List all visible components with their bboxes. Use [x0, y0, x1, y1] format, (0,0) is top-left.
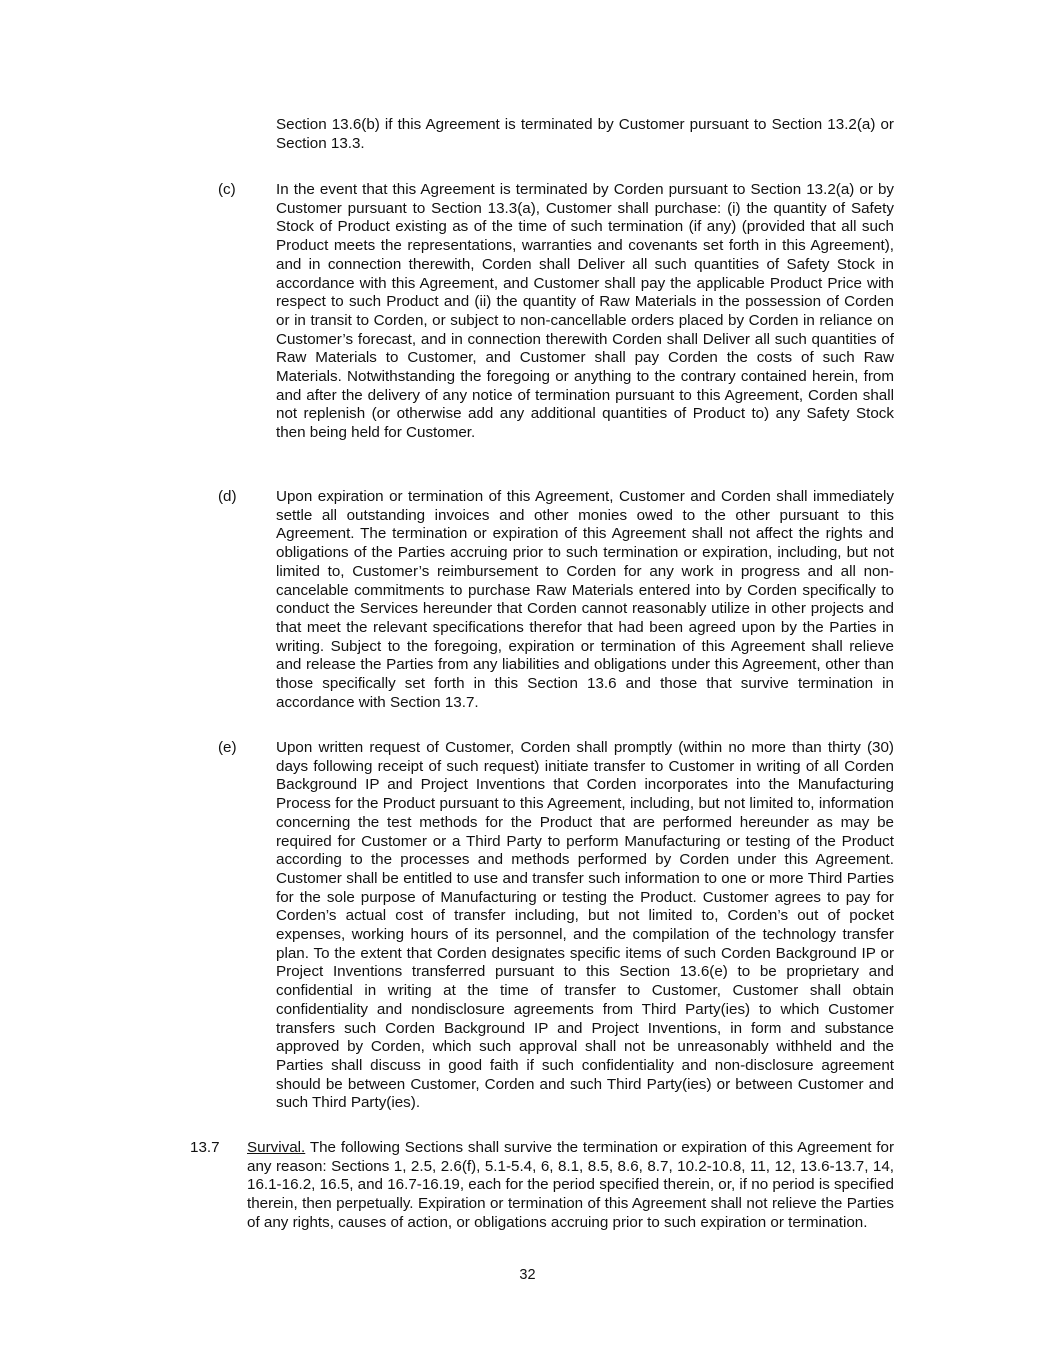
- subsection-e-label: (e): [218, 739, 237, 756]
- subsection-d-label: (d): [218, 488, 237, 505]
- page-number: 32: [519, 1267, 536, 1283]
- subsection-d-text: Upon expiration or termination of this Agreement, Customer and Corden shall immediately settle all outstanding invoices and other monies owed to the other pursuant to this Agreement. The termination or expiration of this Agreement shall not affect the rights and obligations of the Parties accruing prior to such termination or expiration, including, but not limited to, Customer’s reimbursement to Corden for any work in progress and all non-cancelable commitments to purchase Raw Materials entered into by Corden specifically to conduct the Services hereunder that Corden cannot reasonably utilize in other projects and that meet the relevant specifications therefor that had been agreed upon by the Parties in writing. Subject to the foregoing, expiration or termination of this Agreement shall relieve and release the Parties from any liabilities and obligations under this Agreement, other than those specifically set forth in this Section 13.6 and those that survive termination in accordance with Section 13.7.: [276, 488, 894, 711]
- subsection-c-text: In the event that this Agreement is terminated by Corden pursuant to Section 13.2(a) or by Customer pursuant to Section 13.3(a), Customer shall purchase: (i) the quantity of Safety Stock of Product existing as of the time of such termination (if any) (provided that all such Product meets the representations, warranties and covenants set forth in this Agreement), and in connection therewith, Corden shall Deliver all such quantities of Safety Stock in accordance with this Agreement, and Customer shall pay the applicable Product Price with respect to such Product and (ii) the quantity of Raw Materials in the possession of Corden or in transit to Corden, or subject to non-cancellable orders placed by Corden in reliance on Customer’s forecast, and in connection therewith Corden shall Deliver all such quantities of Raw Materials to Customer, and Customer shall pay Corden the costs of such Raw Materials. Notwithstanding the foregoing or anything to the contrary contained herein, from and after the delivery of any notice of termination pursuant to this Agreement, Corden shall not replenish (or otherwise add any additional quantities of Product to) any Safety Stock then being held for Customer.: [276, 181, 894, 442]
- intro-paragraph: Section 13.6(b) if this Agreement is terminated by Customer pursuant to Section 13.2(a) or Section 13.3.: [276, 116, 894, 152]
- section-text: The following Sections shall survive the termination or expiration of this Agreement for any reason: Sections 1, 2.5, 2.6(f), 5.1-5.4, 6, 8.1, 8.5, 8.6, 8.7, 10.2-10.8, 11, 12, 13.6-13.7, 14, 16.1-16.2, 16.5, and 16.7-16.19, each for the period specified therein, or, if no period is specified therein, then perpetually. Expiration or termination of this Agreement shall not relieve the Parties of any rights, causes of action, or obligations accruing prior to such expiration or termination.: [247, 1139, 894, 1231]
- section-paragraph: [247, 1139, 894, 1233]
- section-heading: Survival.: [247, 1139, 306, 1156]
- subsection-c-label: (c): [218, 181, 236, 198]
- subsection-e-text: Upon written request of Customer, Corden shall promptly (within no more than thirty (30) days following receipt of such request) initiate transfer to Customer in writing of all Corden Background IP and Project Inventions that Corden incorporates into the Manufacturing Process for the Product pursuant to this Agreement, including, but not limited to, information concerning the test methods for the Product that are performed hereunder as may be required for Customer or a Third Party to perform Manufacturing or testing of the Product according to the processes and methods performed by Corden under this Agreement. Customer shall be entitled to use and transfer such information to one or more Third Parties for the sole purpose of Manufacturing or testing the Product. Customer agrees to pay for Corden’s actual cost of transfer including, but not limited to, Corden’s out of pocket expenses, working hours of its personnel, and the compilation of the technology transfer plan. To the extent that Corden designates specific items of such Corden Background IP or Project Inventions transferred pursuant to this Section 13.6(e) to be proprietary and confidential in writing at the time of transfer to Customer, Customer shall obtain confidentiality and nondisclosure agreements from Third Party(ies) to which Customer transfers such Corden Background IP and Project Inventions, in form and substance approved by Corden, which such approval shall not be unreasonably withheld and the Parties shall discuss in good faith if such confidentiality and non-disclosure agreement should be between Customer, Corden and such Third Party(ies) or between Customer and such Third Party(ies).: [276, 739, 894, 1112]
- section-number: 13.7: [190, 1139, 220, 1156]
